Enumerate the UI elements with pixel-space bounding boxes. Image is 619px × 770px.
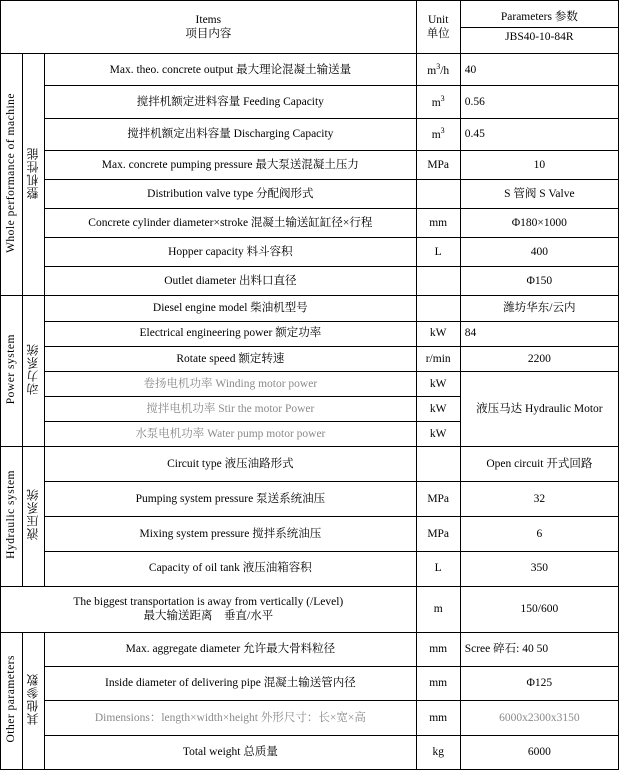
row-item-label: The biggest transportation is away from vertically (/Level) 最大输送距离 垂直/水平 — [1, 586, 417, 632]
row-item-label: Total weight 总质量 — [45, 735, 417, 769]
row-unit: mm — [416, 208, 460, 237]
row-unit: kW — [416, 397, 460, 422]
row-item-label: Inside diameter of delivering pipe 混凝土输送管内径 — [45, 666, 417, 700]
header-parameters-cell — [460, 1, 618, 54]
row-unit: MPa — [416, 482, 460, 517]
header-unit-en: Unit — [427, 13, 449, 26]
row-value: 0.56 — [460, 86, 618, 118]
row-value: 2200 — [460, 346, 618, 371]
row-value: 84 — [460, 321, 618, 346]
row-value: 0.45 — [460, 118, 618, 150]
row-value: Φ125 — [460, 666, 618, 700]
row-item-label: 水泵电机功率 Water pump motor power — [45, 422, 417, 447]
table-row — [1, 666, 619, 700]
table-row — [1, 371, 619, 396]
group-label-power-en: Power system — [1, 296, 23, 447]
header-unit-cn: 单位 — [426, 28, 450, 41]
table-row — [1, 551, 619, 586]
row-unit: MPa — [416, 516, 460, 551]
row-unit: kW — [416, 371, 460, 396]
row-item-label: Pumping system pressure 泵送系统油压 — [45, 482, 417, 517]
group-label-hydraulic-cn: 液压系统 — [23, 447, 45, 586]
row-value: 10 — [460, 150, 618, 179]
row-value: 潍坊华东/云内 — [460, 296, 618, 321]
row-value: 400 — [460, 238, 618, 267]
row-item-label: Max. aggregate diameter 允许最大骨料粒径 — [45, 632, 417, 666]
row-item-label: Circuit type 液压油路形式 — [45, 447, 417, 482]
table-row — [1, 321, 619, 346]
row-unit: mm — [416, 666, 460, 700]
row-value: Φ150 — [460, 267, 618, 296]
table-row — [1, 447, 619, 482]
row-unit: mm — [416, 632, 460, 666]
row-unit: m — [416, 586, 460, 632]
table-row — [1, 150, 619, 179]
table-row — [1, 482, 619, 517]
row-value: 150/600 — [460, 586, 618, 632]
row-value: S 管阀 S Valve — [460, 179, 618, 208]
row-value: 6000x2300x3150 — [460, 701, 618, 735]
row-item-label: Distribution valve type 分配阀形式 — [45, 179, 417, 208]
row-value: Φ180×1000 — [460, 208, 618, 237]
row-value: Open circuit 开式回路 — [460, 447, 618, 482]
row-item-label: Outlet diameter 出料口直径 — [45, 267, 417, 296]
row-unit: mm — [416, 701, 460, 735]
row-unit: $m^3/h$ — [416, 54, 460, 86]
table-row — [1, 267, 619, 296]
row-value: Scree 碎石: 40 50 — [460, 632, 618, 666]
row-item-label: Capacity of oil tank 液压油箱容积 — [45, 551, 417, 586]
group-label-power-cn: 动力系统 — [23, 296, 45, 447]
row-item-label: Dimensions：length×width×height 外形尺寸：长×宽×高 — [45, 701, 417, 735]
row-unit: L — [416, 238, 460, 267]
table-row — [1, 54, 619, 86]
row-item-label: Hopper capacity 料斗容积 — [45, 238, 417, 267]
table-row — [1, 238, 619, 267]
row-item-label: Electrical engineering power 额定功率 — [45, 321, 417, 346]
header-parameters-title: Parameters 参数 — [461, 10, 618, 27]
table-header-row — [1, 1, 619, 54]
row-unit: $m^3$ — [416, 118, 460, 150]
table-row — [1, 179, 619, 208]
row-item-label: Rotate speed 额定转速 — [45, 346, 417, 371]
row-value: 6000 — [460, 735, 618, 769]
row-item-label: Max. concrete pumping pressure 最大泵送混凝土压力 — [45, 150, 417, 179]
table-row — [1, 118, 619, 150]
row-unit — [416, 447, 460, 482]
group-label-other-en: Other parameters — [1, 632, 23, 769]
header-items-cell — [1, 1, 417, 54]
group-label-hydraulic-en: Hydraulic system — [1, 447, 23, 586]
row-unit: L — [416, 551, 460, 586]
group-label-whole-en: Whole performance of machine — [1, 54, 23, 296]
table-row — [1, 735, 619, 769]
row-item-label: Diesel engine model 柴油机型号 — [45, 296, 417, 321]
row-unit — [416, 267, 460, 296]
row-value: 40 — [460, 54, 618, 86]
row-unit — [416, 179, 460, 208]
table-row — [1, 208, 619, 237]
row-item-label: 搅拌机额定进料容量 Feeding Capacity — [45, 86, 417, 118]
row-value: 6 — [460, 516, 618, 551]
row-item-label: Mixing system pressure 搅拌系统油压 — [45, 516, 417, 551]
table-row — [1, 86, 619, 118]
row-unit — [416, 296, 460, 321]
row-unit: $m^3$ — [416, 86, 460, 118]
row-value: 液压马达 Hydraulic Motor — [460, 371, 618, 446]
row-unit: r/min — [416, 346, 460, 371]
row-value: 32 — [460, 482, 618, 517]
row-unit: kW — [416, 422, 460, 447]
row-item-label: Max. theo. concrete output 最大理论混凝土输送量 — [45, 54, 417, 86]
table-row — [1, 586, 619, 632]
table-row — [1, 516, 619, 551]
group-label-whole-cn: 整机性能 — [23, 54, 45, 296]
row-item-label: 搅拌机额定出料容量 Discharging Capacity — [45, 118, 417, 150]
row-value: 350 — [460, 551, 618, 586]
row-item-label: Concrete cylinder diameter×stroke 混凝土输送缸缸径×行程 — [45, 208, 417, 237]
group-label-other-cn: 其他参数 — [23, 632, 45, 769]
table-row — [1, 701, 619, 735]
row-unit: kg — [416, 735, 460, 769]
header-parameters-model: JBS40-10-84R — [505, 30, 574, 43]
table-row — [1, 632, 619, 666]
table-row — [1, 296, 619, 321]
header-items-en: Items — [195, 13, 222, 26]
row-unit: kW — [416, 321, 460, 346]
header-unit-cell — [416, 1, 460, 54]
row-item-label: 搅拌电机功率 Stir the motor Power — [45, 397, 417, 422]
table-row — [1, 346, 619, 371]
row-unit: MPa — [416, 150, 460, 179]
header-items-cn: 项目内容 — [185, 28, 232, 41]
row-item-label: 卷扬电机功率 Winding motor power — [45, 371, 417, 396]
